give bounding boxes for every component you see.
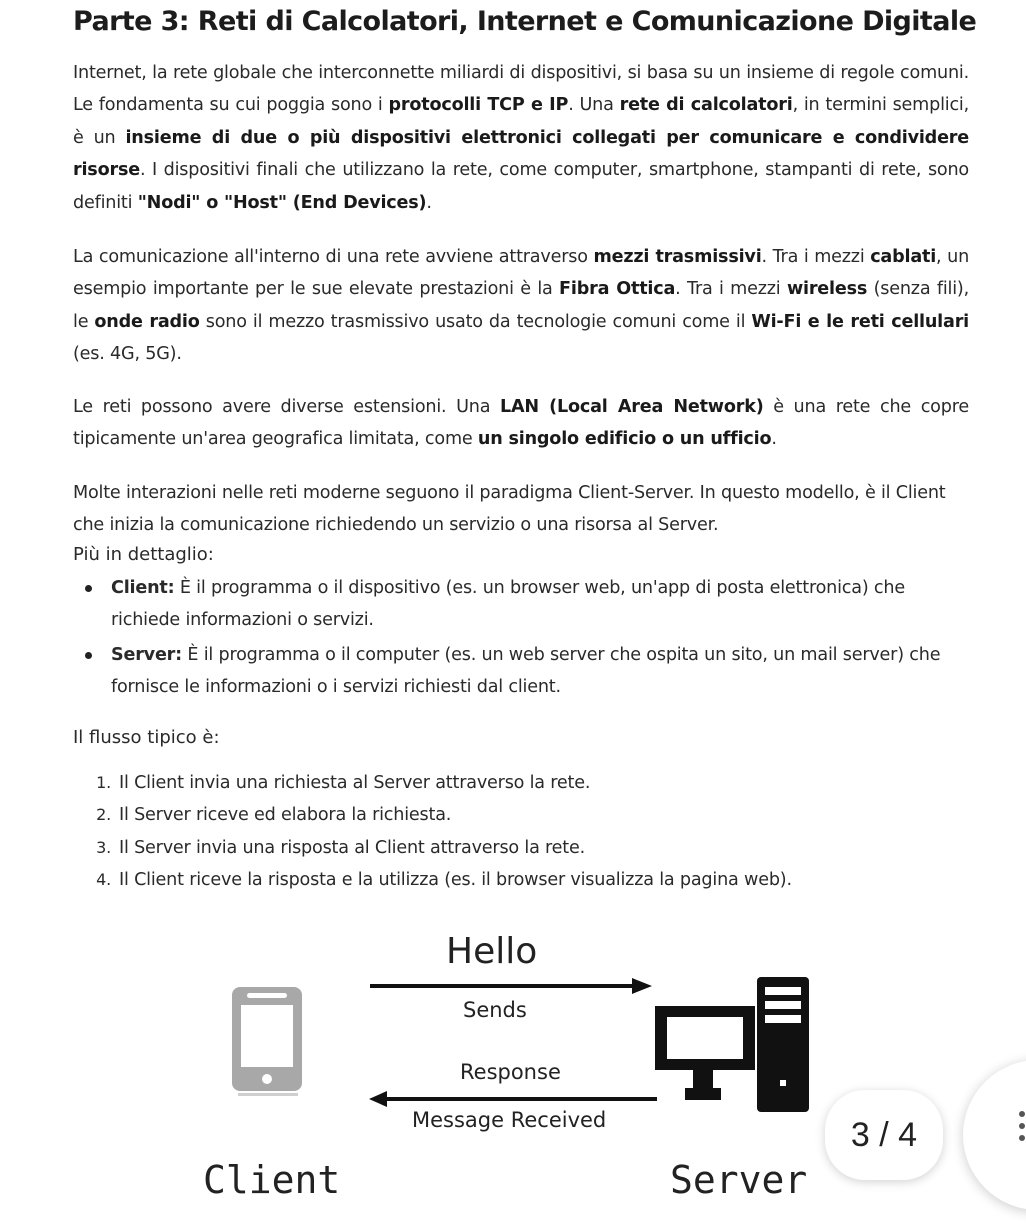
diagram-client-label: Client [203,1158,341,1202]
bold-span: un singolo edificio o un ufficio [477,429,772,450]
bold-span: Wi-Fi e le reti cellulari [751,311,969,332]
diagram-server-label: Server [670,1158,808,1202]
page-indicator-text: 3 / 4 [850,1115,918,1154]
list-item [73,639,973,703]
term-client: Client: [111,578,175,598]
list-item [73,864,792,896]
paragraph-media [73,241,969,371]
text-span: La comunicazione all'interno di una rete avviene attraverso [73,247,594,267]
detail-label: Più in dettaglio: [73,544,214,565]
bold-span: wireless [786,279,868,300]
text-span: , in termini semplici, è un [73,95,970,148]
definition-list [73,572,973,706]
list-item [73,799,792,831]
list-item [73,767,792,799]
bold-span: insieme di due o più dispositivi elettronici collegati per comunicare e condividere risorse [73,127,970,181]
term-server: Server: [111,645,182,665]
paragraph-lan [73,391,969,456]
definition-text: È il programma o il computer (es. un web server che ospita un sito, un mail server) che fornisce le informazioni o i servizi richiesti dal client. [111,645,941,697]
text-span: . [771,429,777,450]
page-indicator[interactable] [825,1090,943,1180]
text-span: Internet, la rete globale che interconnette miliardi di dispositivi, si basa su un insieme di regole comuni. Le fondamenta su cui poggia sono i [73,63,969,116]
text-span: . Tra i mezzi [761,247,871,267]
text-span: . Una [568,95,620,116]
definition-text: È il programma o il dispositivo (es. un browser web, un'app di posta elettronica) che richiede informazioni o servizi. [111,578,905,630]
bold-span: Fibra Ottica [559,279,676,300]
bold-span: onde radio [94,311,200,332]
client-server-diagram [200,925,840,1205]
bold-span: rete di calcolatori [619,95,793,116]
text-span: è una rete che copre tipicamente un'area geografica limitata, come [73,397,969,450]
bold-span: cablati [870,247,937,267]
step-number: 4. [96,870,111,890]
diagram-message-received: Message Received [412,1108,607,1132]
list-item [73,832,792,864]
text-span: (senza fili), le [73,279,969,332]
diagram-response: Response [460,1060,561,1084]
flow-steps [73,767,792,897]
bold-span: mezzi trasmissivi [593,247,762,267]
smartphone-icon [230,985,306,1097]
step-text: Il Server invia una risposta al Client attraverso la rete. [119,837,586,858]
more-options-button[interactable] [963,1060,1026,1210]
text-span: . I dispositivi finali che utilizzano la rete, come computer, smartphone, stampanti di rete, sono definiti [73,160,969,213]
step-number: 3. [96,837,111,857]
flow-label: Il flusso tipico è: [73,727,220,748]
step-number: 1. [96,773,111,792]
text-span: , un esempio importante per le sue elevate prestazioni è la [73,247,970,300]
step-text: Il Client riceve la risposta e la utilizza (es. il browser visualizza la pagina web). [119,870,792,891]
diagram-sends: Sends [463,998,527,1022]
paragraph-client-server: Molte interazioni nelle reti moderne seguono il paradigma Client-Server. In questo modello, è il Client che inizia la comunicazione richiedendo un servizio o una risorsa al Server. [73,483,946,536]
diagram-hello: Hello [446,931,538,972]
text-span: (es. 4G, 5G). [73,344,182,365]
text-span: sono il mezzo trasmissivo usato da tecnologie comuni come il [199,311,752,332]
bold-span: protocolli TCP e IP [388,95,569,116]
step-text: Il Client invia una richiesta al Server attraverso la rete. [119,773,591,793]
desktop-computer-icon [655,977,815,1112]
text-span: . Tra i mezzi [675,279,787,300]
page-title: Parte 3: Reti di Calcolatori, Internet e Comunicazione Digitale [73,6,977,37]
more-vert-icon [1018,1108,1026,1148]
step-number: 2. [96,805,111,825]
bold-span: LAN (Local Area Network) [499,397,764,417]
list-item [73,572,973,636]
bold-span: "Nodi" o "Host" (End Devices) [137,192,427,213]
text-span: Le reti possono avere diverse estensioni. Una [73,397,500,417]
text-span: . [426,192,432,213]
paragraph-internet [73,57,969,219]
step-text: Il Server riceve ed elabora la richiesta. [119,805,452,826]
